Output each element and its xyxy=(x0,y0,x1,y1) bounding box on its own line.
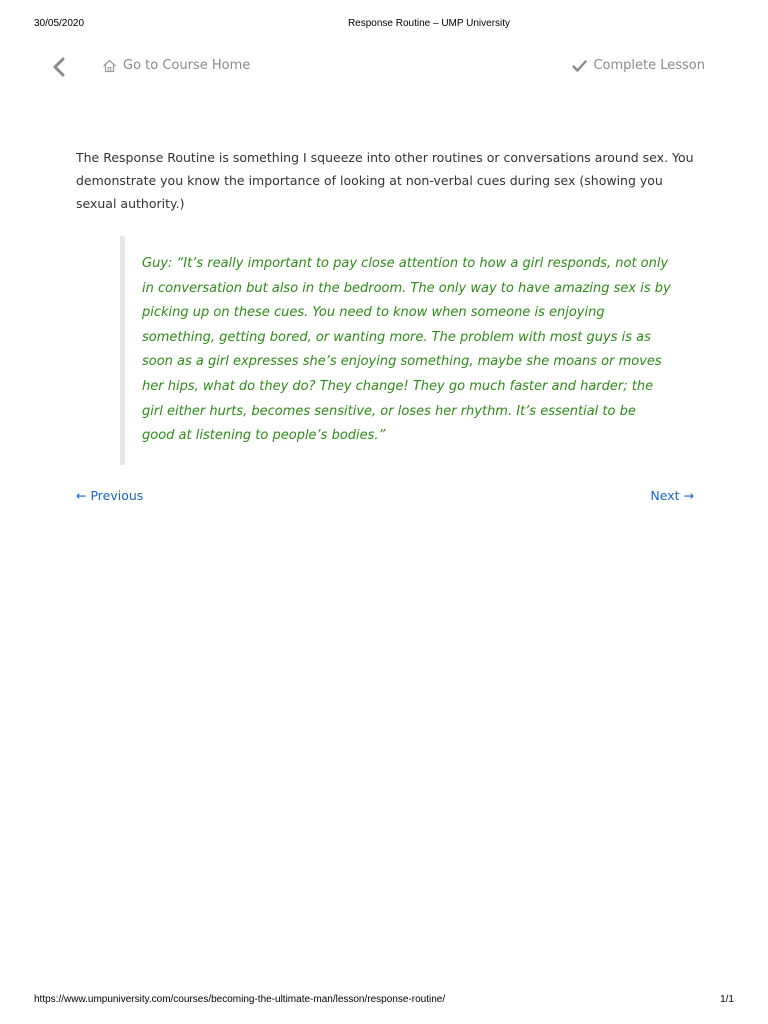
complete-lesson-button[interactable] xyxy=(572,58,705,73)
home-icon xyxy=(102,59,117,73)
chevron-left-icon xyxy=(50,56,68,78)
checkmark-icon xyxy=(572,60,587,72)
print-title: Response Routine – UMP University xyxy=(347,18,511,29)
back-button[interactable] xyxy=(50,56,68,78)
print-page-number: 1/1 xyxy=(720,994,734,1005)
quote-text: Guy: “It’s really important to pay close attention to how a girl responds, not only in conversation but also in the bedroom. The only way to have amazing sex is by picking up on these cues. You need to know when someone is enjoying something, getting bored, or wanting more. The problem with most guys is as soon as a girl expresses she’s enjoying something, maybe she moans or moves her hips, what do they do? They change! They go much faster and harder; the girl either hurts, becomes sensitive, or loses her rhythm. It’s essential to be good at listening to people’s bodies.” xyxy=(142,256,671,444)
print-date: 30/05/2020 xyxy=(34,18,85,29)
next-link[interactable]: Next → xyxy=(650,488,694,503)
course-home-label: Go to Course Home xyxy=(123,58,251,73)
complete-lesson-label: Complete Lesson xyxy=(593,58,705,73)
go-to-course-home-link[interactable] xyxy=(102,58,250,73)
lesson-nav xyxy=(0,54,768,80)
previous-link[interactable]: ← Previous xyxy=(76,488,144,503)
lesson-intro-text: The Response Routine is something I squeeze into other routines or conversations around sex. You demonstrate you know the importance of looking at non-verbal cues during sex (showing you sexual authority.) xyxy=(76,150,694,211)
print-url: https://www.umpuniversity.com/courses/becoming-the-ultimate-man/lesson/response-routine/ xyxy=(34,994,446,1005)
lesson-quote xyxy=(120,236,680,465)
